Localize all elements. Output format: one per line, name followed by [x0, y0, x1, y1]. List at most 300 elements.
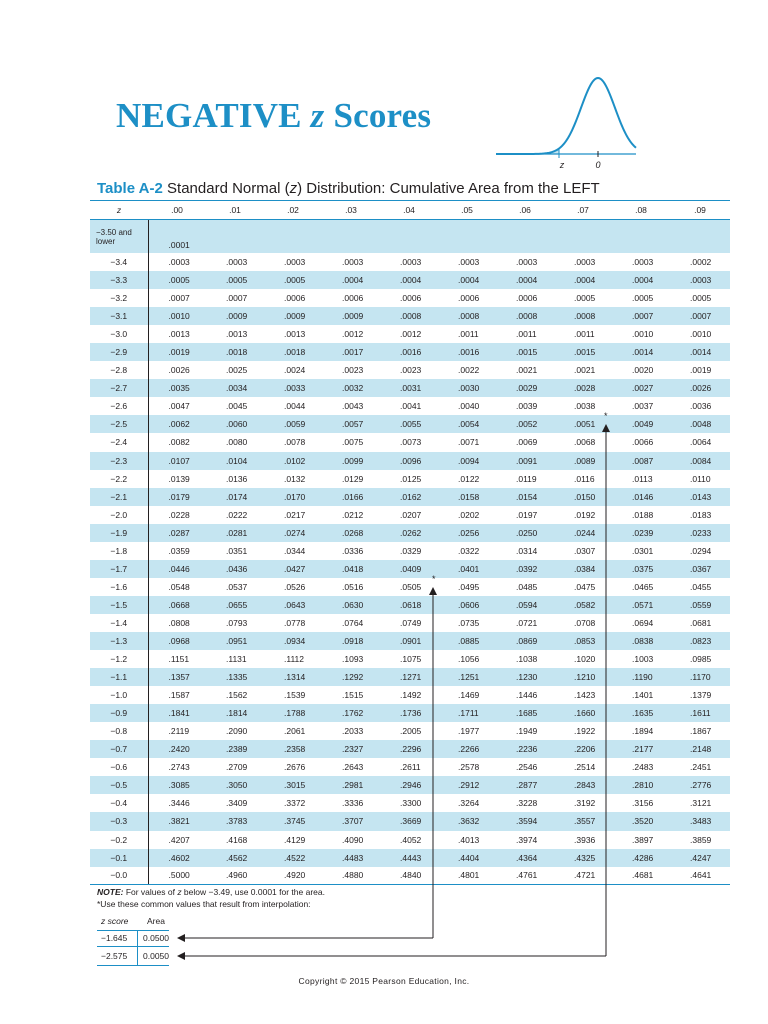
- z-value-cell: −3.3: [90, 271, 148, 289]
- area-value-cell: .3859: [670, 831, 730, 849]
- area-value-cell: .0102: [264, 452, 322, 470]
- area-value-cell: .0019: [148, 343, 206, 361]
- area-value-cell: .0808: [148, 614, 206, 632]
- area-value-cell: .0027: [612, 379, 670, 397]
- area-value-cell: .0091: [496, 452, 554, 470]
- area-value-cell: .1020: [554, 650, 612, 668]
- area-value-cell: .0003: [148, 253, 206, 271]
- area-value-cell: .0087: [612, 452, 670, 470]
- z-value-cell: −0.4: [90, 794, 148, 812]
- area-value-cell: .0778: [264, 614, 322, 632]
- area-value-cell: .2709: [206, 758, 264, 776]
- area-value-cell: .0060: [206, 415, 264, 433]
- area-value-cell: .0212: [322, 506, 380, 524]
- area-value-cell: .0446: [148, 560, 206, 578]
- z-value-cell: −2.4: [90, 433, 148, 451]
- area-value-cell: .0174: [206, 488, 264, 506]
- area-value-cell: .0217: [264, 506, 322, 524]
- area-value-cell: .1611: [670, 704, 730, 722]
- area-value-cell: .0005: [148, 271, 206, 289]
- area-value-cell: .1736: [380, 704, 438, 722]
- area-value-cell: .1446: [496, 686, 554, 704]
- area-value-cell: .3745: [264, 812, 322, 830]
- table-row: [90, 812, 730, 830]
- table-note: [97, 887, 325, 897]
- area-value-cell: .3264: [438, 794, 496, 812]
- table-row: [90, 433, 730, 451]
- area-value-cell: .0005: [264, 271, 322, 289]
- z-value-cell: −0.2: [90, 831, 148, 849]
- area-value-cell: .3121: [670, 794, 730, 812]
- table-row: [90, 289, 730, 307]
- area-value-cell: .0694: [612, 614, 670, 632]
- z-marker-label: z: [559, 160, 565, 170]
- z-value-cell: −0.8: [90, 722, 148, 740]
- area-value-cell: .0401: [438, 560, 496, 578]
- area-value-cell: .0505: [380, 578, 438, 596]
- table-row: [90, 849, 730, 867]
- area-value-cell: .0307: [554, 542, 612, 560]
- area-value-cell: .0166: [322, 488, 380, 506]
- area-value-cell: .2843: [554, 776, 612, 794]
- interp-column-divider: [137, 930, 138, 965]
- area-value-cell: .0023: [380, 361, 438, 379]
- area-value-cell: .1251: [438, 668, 496, 686]
- area-value-cell: .2810: [612, 776, 670, 794]
- note-label: NOTE:: [97, 887, 124, 897]
- note-text-after: below −3.49, use 0.0001 for the area.: [181, 887, 325, 897]
- area-value-cell: .3050: [206, 776, 264, 794]
- area-value-cell: .0004: [438, 271, 496, 289]
- area-value-cell: .2266: [438, 740, 496, 758]
- area-value-cell: .0071: [438, 433, 496, 451]
- area-value-cell: .0359: [148, 542, 206, 560]
- area-value-cell: .0233: [670, 524, 730, 542]
- area-value-cell: .0020: [612, 361, 670, 379]
- interpolation-note: *Use these common values that result from interpolation:: [97, 899, 311, 909]
- area-value-cell: .2514: [554, 758, 612, 776]
- interp-bottom-rule: [97, 965, 169, 966]
- area-value-cell: .0427: [264, 560, 322, 578]
- area-value-cell: .1867: [670, 722, 730, 740]
- table-row: [90, 831, 730, 849]
- area-value-cell: .1587: [148, 686, 206, 704]
- column-header: .08: [612, 201, 670, 220]
- area-value-cell: .0409: [380, 560, 438, 578]
- area-value-cell: .0015: [496, 343, 554, 361]
- area-value-cell: .1949: [496, 722, 554, 740]
- area-value-cell: .0158: [438, 488, 496, 506]
- area-value-cell: .0094: [438, 452, 496, 470]
- area-value-cell: .0030: [438, 379, 496, 397]
- area-value-cell: .0207: [380, 506, 438, 524]
- normal-curve-figure: [490, 68, 640, 183]
- area-value-cell: .0045: [206, 397, 264, 415]
- area-value-cell: .0485: [496, 578, 554, 596]
- area-value-cell: .0064: [670, 433, 730, 451]
- table-row: [90, 415, 730, 433]
- area-value-cell: .4721: [554, 867, 612, 885]
- z-value-cell: −2.8: [90, 361, 148, 379]
- area-value-cell: .0038: [554, 397, 612, 415]
- area-value-cell: .4286: [612, 849, 670, 867]
- area-value-cell: .1056: [438, 650, 496, 668]
- area-value-cell: .0329: [380, 542, 438, 560]
- area-value-cell: .0021: [496, 361, 554, 379]
- area-value-cell: .0013: [148, 325, 206, 343]
- area-value-cell: .2578: [438, 758, 496, 776]
- area-value-cell: .0010: [148, 307, 206, 325]
- area-value-cell: .0051: [554, 415, 612, 433]
- area-value-cell: .1112: [264, 650, 322, 668]
- area-value-cell: .0256: [438, 524, 496, 542]
- area-value-cell: .1977: [438, 722, 496, 740]
- area-value-cell: .0008: [438, 307, 496, 325]
- area-value-cell: .0003: [554, 253, 612, 271]
- z-value-cell: −0.1: [90, 849, 148, 867]
- z-value-cell: −0.3: [90, 812, 148, 830]
- column-header: .00: [148, 201, 206, 220]
- area-value-cell: .0668: [148, 596, 206, 614]
- area-value-cell: .0009: [206, 307, 264, 325]
- area-value-cell: .0021: [554, 361, 612, 379]
- area-value-cell: .0029: [496, 379, 554, 397]
- interp-area-cell: 0.0050: [143, 951, 169, 961]
- area-value-cell: .0301: [612, 542, 670, 560]
- area-value-cell: .2611: [380, 758, 438, 776]
- table-tag: Table A-2: [97, 180, 163, 197]
- table-row-lower-bound: [90, 220, 730, 254]
- zero-marker-label: 0: [595, 160, 601, 170]
- area-value-cell: .4801: [438, 867, 496, 885]
- area-value-cell: .0643: [264, 596, 322, 614]
- area-value-cell: .0136: [206, 470, 264, 488]
- area-value-cell: .0016: [438, 343, 496, 361]
- area-value-cell: .4052: [380, 831, 438, 849]
- z-value-cell: −2.9: [90, 343, 148, 361]
- area-value-cell: .0052: [496, 415, 554, 433]
- area-value-cell: .0918: [322, 632, 380, 650]
- area-value-cell: .0104: [206, 452, 264, 470]
- area-value-cell: .4761: [496, 867, 554, 885]
- area-value-cell: .0764: [322, 614, 380, 632]
- area-value-cell: .0885: [438, 632, 496, 650]
- area-value-cell: .0012: [322, 325, 380, 343]
- area-value-cell: .0009: [264, 307, 322, 325]
- area-value-cell: .2296: [380, 740, 438, 758]
- area-value-cell: .4129: [264, 831, 322, 849]
- area-value-cell: .2451: [670, 758, 730, 776]
- area-value-cell: .0084: [670, 452, 730, 470]
- area-value-cell: .0066: [612, 433, 670, 451]
- area-value-cell: .1131: [206, 650, 264, 668]
- area-value-cell: .0003: [264, 253, 322, 271]
- area-value-cell: .0002: [670, 253, 730, 271]
- area-value-cell: .4325: [554, 849, 612, 867]
- area-value-cell: .2206: [554, 740, 612, 758]
- area-value-cell: .0143: [670, 488, 730, 506]
- area-value-cell: .0006: [380, 289, 438, 307]
- interp-area-cell: 0.0500: [143, 933, 169, 943]
- table-row: [90, 488, 730, 506]
- area-value-cell: .1401: [612, 686, 670, 704]
- area-value-cell: .4602: [148, 849, 206, 867]
- area-value-cell: .0005: [554, 289, 612, 307]
- area-value-cell: .2033: [322, 722, 380, 740]
- area-value-cell: .3707: [322, 812, 380, 830]
- area-value-cell: .2148: [670, 740, 730, 758]
- area-value-cell: .0004: [496, 271, 554, 289]
- area-value-cell: .4840: [380, 867, 438, 885]
- area-value-cell: .0011: [496, 325, 554, 343]
- area-value-cell: .2061: [264, 722, 322, 740]
- z-value-cell: −1.3: [90, 632, 148, 650]
- area-value-cell: .0007: [612, 307, 670, 325]
- area-value-cell: .0057: [322, 415, 380, 433]
- table-row: [90, 560, 730, 578]
- area-value-cell: .0044: [264, 397, 322, 415]
- area-value-cell: .1038: [496, 650, 554, 668]
- area-value-cell: .0010: [670, 325, 730, 343]
- area-value-cell: .0004: [554, 271, 612, 289]
- table-row: [90, 867, 730, 885]
- column-header: .07: [554, 201, 612, 220]
- area-value-cell: .0001: [148, 220, 206, 254]
- area-value-cell: .3897: [612, 831, 670, 849]
- area-value-cell: .3594: [496, 812, 554, 830]
- area-value-cell: .1292: [322, 668, 380, 686]
- area-value-cell: .1492: [380, 686, 438, 704]
- area-value-cell: .1210: [554, 668, 612, 686]
- area-value-cell: .0823: [670, 632, 730, 650]
- area-value-cell: .0571: [612, 596, 670, 614]
- area-value-cell: .1814: [206, 704, 264, 722]
- area-value-cell: .0968: [148, 632, 206, 650]
- area-value-cell: .0392: [496, 560, 554, 578]
- column-header: .02: [264, 201, 322, 220]
- area-value-cell: .0475: [554, 578, 612, 596]
- table-row: [90, 614, 730, 632]
- z-value-cell: −3.4: [90, 253, 148, 271]
- area-value-cell: .0901: [380, 632, 438, 650]
- area-value-cell: .0055: [380, 415, 438, 433]
- table-row: [90, 343, 730, 361]
- area-value-cell: .0344: [264, 542, 322, 560]
- area-value-cell: .0011: [554, 325, 612, 343]
- area-value-cell: .3300: [380, 794, 438, 812]
- area-value-cell: .4013: [438, 831, 496, 849]
- z-value-cell: −1.8: [90, 542, 148, 560]
- area-value-cell: .0043: [322, 397, 380, 415]
- area-value-cell: .0107: [148, 452, 206, 470]
- area-value-cell: .2643: [322, 758, 380, 776]
- area-value-cell: .0162: [380, 488, 438, 506]
- area-value-cell: .0125: [380, 470, 438, 488]
- area-value-cell: .0013: [264, 325, 322, 343]
- area-value-cell: .0244: [554, 524, 612, 542]
- area-value-cell: .2389: [206, 740, 264, 758]
- area-value-cell: .3446: [148, 794, 206, 812]
- area-value-cell: .0004: [322, 271, 380, 289]
- area-value-cell: .3557: [554, 812, 612, 830]
- z-value-cell: −1.5: [90, 596, 148, 614]
- area-value-cell: .4562: [206, 849, 264, 867]
- z-value-cell: −2.7: [90, 379, 148, 397]
- area-value-cell: .0014: [612, 343, 670, 361]
- area-value-cell: .1190: [612, 668, 670, 686]
- area-value-cell: .0039: [496, 397, 554, 415]
- area-value-cell: .0336: [322, 542, 380, 560]
- area-value-cell: .0028: [554, 379, 612, 397]
- area-value-cell: .0749: [380, 614, 438, 632]
- area-value-cell: .0026: [148, 361, 206, 379]
- table-row: [90, 542, 730, 560]
- z-value-cell: −2.3: [90, 452, 148, 470]
- area-value-cell: .1075: [380, 650, 438, 668]
- area-value-cell: .0012: [380, 325, 438, 343]
- area-value-cell: .0526: [264, 578, 322, 596]
- table-row: [90, 632, 730, 650]
- area-value-cell: .0040: [438, 397, 496, 415]
- area-value-cell: .1151: [148, 650, 206, 668]
- z-value-cell: −1.2: [90, 650, 148, 668]
- area-value-cell: .4880: [322, 867, 380, 885]
- area-value-cell: .4404: [438, 849, 496, 867]
- area-value-cell: .4522: [264, 849, 322, 867]
- page-title: [116, 96, 431, 136]
- column-header: .09: [670, 201, 730, 220]
- area-value-cell: .0054: [438, 415, 496, 433]
- area-value-cell: .0951: [206, 632, 264, 650]
- interp-row-rule: [97, 946, 169, 947]
- area-value-cell: .3156: [612, 794, 670, 812]
- area-value-cell: .2676: [264, 758, 322, 776]
- area-value-cell: .0170: [264, 488, 322, 506]
- area-value-cell: .1335: [206, 668, 264, 686]
- area-value-cell: .0003: [380, 253, 438, 271]
- area-value-cell: .0026: [670, 379, 730, 397]
- area-value-cell: .0080: [206, 433, 264, 451]
- table-row: [90, 650, 730, 668]
- area-value-cell: .1894: [612, 722, 670, 740]
- area-value-cell: .0003: [496, 253, 554, 271]
- area-value-cell: .0006: [264, 289, 322, 307]
- area-value-cell: .0322: [438, 542, 496, 560]
- area-value-cell: .1539: [264, 686, 322, 704]
- area-value-cell: .4207: [148, 831, 206, 849]
- table-header-row: [90, 201, 730, 220]
- area-value-cell: .0004: [612, 271, 670, 289]
- area-value-cell: .1003: [612, 650, 670, 668]
- area-value-cell: .0384: [554, 560, 612, 578]
- area-value-cell: .3372: [264, 794, 322, 812]
- area-value-cell: .1423: [554, 686, 612, 704]
- area-value-cell: .0025: [206, 361, 264, 379]
- area-value-cell: .2877: [496, 776, 554, 794]
- area-value-cell: .0004: [380, 271, 438, 289]
- title-suffix: Scores: [324, 96, 432, 135]
- area-value-cell: .0197: [496, 506, 554, 524]
- area-value-cell: .3936: [554, 831, 612, 849]
- area-value-cell: .0009: [322, 307, 380, 325]
- area-value-cell: .0099: [322, 452, 380, 470]
- area-value-cell: .1271: [380, 668, 438, 686]
- area-value-cell: .2483: [612, 758, 670, 776]
- area-value-cell: .2358: [264, 740, 322, 758]
- area-value-cell: .1357: [148, 668, 206, 686]
- area-value-cell: .0003: [438, 253, 496, 271]
- column-header: .05: [438, 201, 496, 220]
- area-value-cell: .0681: [670, 614, 730, 632]
- table-row: [90, 668, 730, 686]
- area-value-cell: .0018: [264, 343, 322, 361]
- table-row: [90, 794, 730, 812]
- z-value-cell: −1.6: [90, 578, 148, 596]
- area-value-cell: .0351: [206, 542, 264, 560]
- area-value-cell: .0018: [206, 343, 264, 361]
- area-value-cell: .1469: [438, 686, 496, 704]
- area-value-cell: .5000: [148, 867, 206, 885]
- area-value-cell: .0010: [612, 325, 670, 343]
- caption-text-after: ) Distribution: Cumulative Area from the LEFT: [297, 180, 600, 197]
- area-value-cell: .1635: [612, 704, 670, 722]
- area-value-cell: .3520: [612, 812, 670, 830]
- area-value-cell: .0019: [670, 361, 730, 379]
- table-row: [90, 578, 730, 596]
- area-value-cell: .3192: [554, 794, 612, 812]
- area-value-cell: .3632: [438, 812, 496, 830]
- table-row: [90, 524, 730, 542]
- area-value-cell: .0250: [496, 524, 554, 542]
- area-value-cell: .0188: [612, 506, 670, 524]
- area-value-cell: .0314: [496, 542, 554, 560]
- area-value-cell: .0008: [380, 307, 438, 325]
- z-value-cell: −3.50 and lower: [90, 220, 148, 254]
- title-prefix: NEGATIVE: [116, 96, 311, 135]
- area-value-cell: .0032: [322, 379, 380, 397]
- area-value-cell: .0110: [670, 470, 730, 488]
- table-row: [90, 379, 730, 397]
- area-value-cell: .0985: [670, 650, 730, 668]
- area-value-cell: .0014: [670, 343, 730, 361]
- area-value-cell: .0008: [554, 307, 612, 325]
- area-value-cell: .4443: [380, 849, 438, 867]
- z-value-cell: −1.1: [90, 668, 148, 686]
- area-value-cell: .0735: [438, 614, 496, 632]
- area-value-cell: .2946: [380, 776, 438, 794]
- z-value-cell: −1.9: [90, 524, 148, 542]
- area-value-cell: .1660: [554, 704, 612, 722]
- area-value-cell: .0122: [438, 470, 496, 488]
- area-value-cell: .0150: [554, 488, 612, 506]
- z-value-cell: −0.0: [90, 867, 148, 885]
- area-value-cell: .4364: [496, 849, 554, 867]
- area-value-cell: .0078: [264, 433, 322, 451]
- area-value-cell: .0618: [380, 596, 438, 614]
- table-row: [90, 271, 730, 289]
- area-value-cell: .3783: [206, 812, 264, 830]
- z-value-cell: −2.2: [90, 470, 148, 488]
- area-value-cell: .0116: [554, 470, 612, 488]
- z-value-cell: −0.7: [90, 740, 148, 758]
- area-value-cell: .3669: [380, 812, 438, 830]
- table-row: [90, 686, 730, 704]
- area-value-cell: .0049: [612, 415, 670, 433]
- z-value-cell: −2.0: [90, 506, 148, 524]
- area-value-cell: .0418: [322, 560, 380, 578]
- area-value-cell: .3015: [264, 776, 322, 794]
- note-variable: z: [177, 887, 182, 897]
